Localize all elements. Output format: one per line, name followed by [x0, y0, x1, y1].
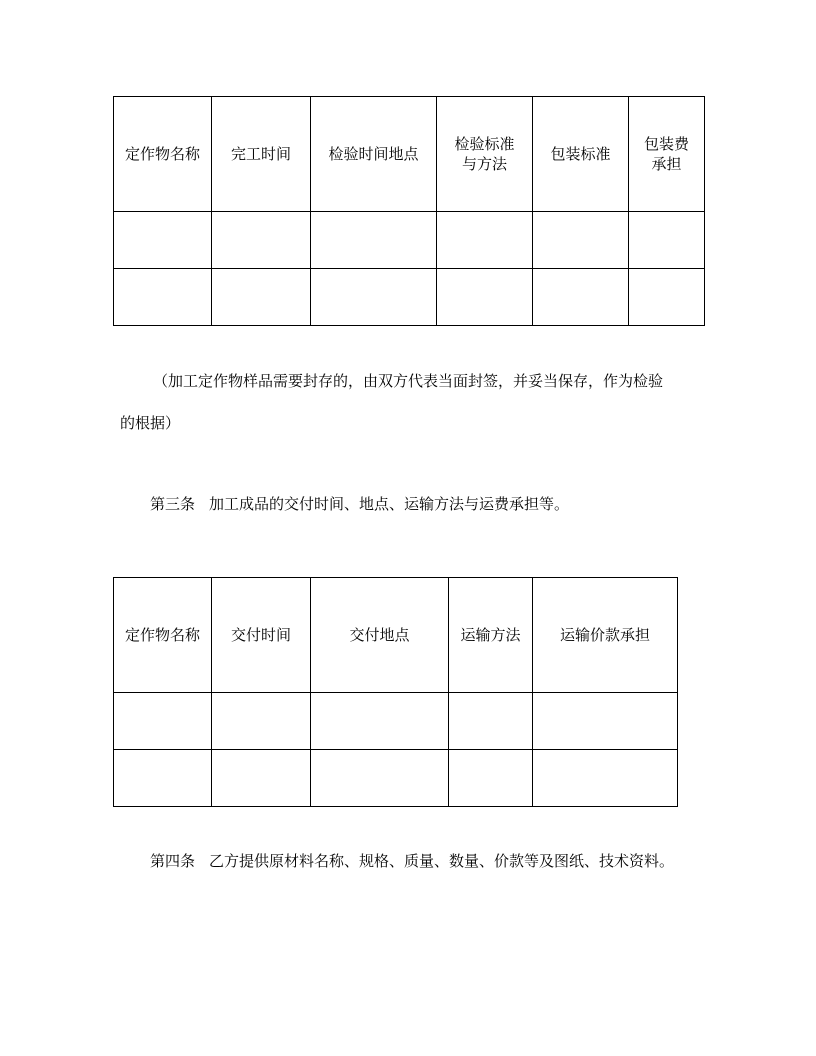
- table-cell[interactable]: [212, 693, 311, 750]
- sample-note-line2: 的根据）: [120, 414, 181, 432]
- header-cell-transport-cost: [533, 578, 678, 693]
- table-cell[interactable]: [114, 750, 212, 807]
- article-4: [150, 851, 674, 871]
- header-text-line1: 检验标准: [454, 135, 515, 153]
- header-text: 定作物名称: [124, 145, 200, 163]
- header-text: 完工时间: [230, 145, 291, 163]
- table-cell[interactable]: [533, 750, 678, 807]
- table-cell[interactable]: [629, 269, 705, 326]
- header-cell-delivery-time: [212, 578, 311, 693]
- table-cell[interactable]: [437, 269, 533, 326]
- header-cell-inspection-standard: [437, 97, 533, 212]
- table-row: [114, 693, 678, 750]
- header-cell-item-name: [114, 97, 212, 212]
- header-text: 包装标准: [550, 145, 611, 163]
- table-cell[interactable]: [311, 750, 449, 807]
- table-cell[interactable]: [449, 750, 533, 807]
- table-cell[interactable]: [533, 212, 629, 269]
- table-cell[interactable]: [212, 212, 311, 269]
- table-row: [114, 212, 705, 269]
- header-cell-inspection-time-place: [311, 97, 437, 212]
- table-cell[interactable]: [311, 212, 437, 269]
- table-row: [114, 269, 705, 326]
- table-cell[interactable]: [311, 269, 437, 326]
- header-text-line2: 与方法: [461, 155, 507, 173]
- header-text: 运输方法: [460, 626, 521, 644]
- header-cell-item-name: [114, 578, 212, 693]
- article-number: 第三条: [150, 495, 196, 513]
- article-text: 加工成品的交付时间、地点、运输方法与运费承担等。: [209, 495, 570, 513]
- header-text: 交付地点: [349, 626, 410, 644]
- table-cell[interactable]: [449, 693, 533, 750]
- header-cell-delivery-place: [311, 578, 449, 693]
- table-cell[interactable]: [311, 693, 449, 750]
- header-text: 定作物名称: [124, 626, 200, 644]
- table-cell[interactable]: [629, 212, 705, 269]
- table-cell[interactable]: [533, 693, 678, 750]
- table-cell[interactable]: [114, 212, 212, 269]
- header-cell-packaging-standard: [533, 97, 629, 212]
- table-header-row: [114, 97, 705, 212]
- header-text-line1: 包装费: [643, 135, 689, 153]
- header-cell-packaging-fee: [629, 97, 705, 212]
- table-cell[interactable]: [212, 750, 311, 807]
- table-cell[interactable]: [114, 693, 212, 750]
- header-text: 运输价款承担: [559, 626, 650, 644]
- table-row: [114, 750, 678, 807]
- table-cell[interactable]: [533, 269, 629, 326]
- sample-note-line1: （加工定作物样品需要封存的，由双方代表当面封签，并妥当保存，作为检验: [153, 372, 664, 390]
- delivery-table: [113, 577, 678, 807]
- table-cell[interactable]: [114, 269, 212, 326]
- header-text-line2: 承担: [651, 155, 682, 173]
- table-cell[interactable]: [212, 269, 311, 326]
- header-cell-completion-time: [212, 97, 311, 212]
- article-3: [150, 494, 569, 514]
- header-text: 检验时间地点: [328, 145, 419, 163]
- header-text: 交付时间: [230, 626, 291, 644]
- table-cell[interactable]: [437, 212, 533, 269]
- article-text: 乙方提供原材料名称、规格、质量、数量、价款等及图纸、技术资料。: [209, 852, 675, 870]
- header-cell-transport-method: [449, 578, 533, 693]
- table-header-row: [114, 578, 678, 693]
- finish-inspection-table: [113, 96, 705, 326]
- article-number: 第四条: [150, 852, 196, 870]
